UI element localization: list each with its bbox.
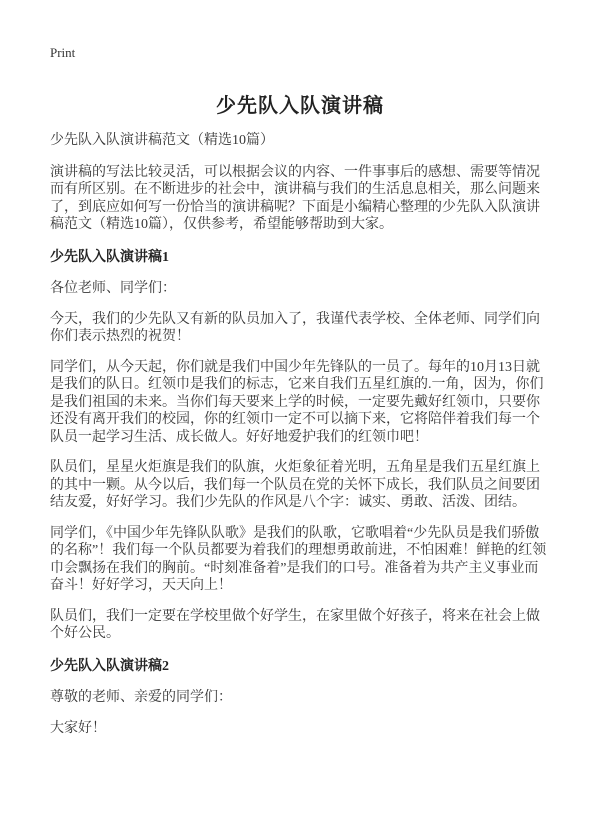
paragraph: 大家好！ [50,720,106,736]
paragraph: 同学们，《中国少年先锋队队歌》是我们的队歌，它歌唱着“少先队员是我们骄傲的名称”！我们每一个队员都要为着我们的理想勇敢前进，不怕困难！鲜艳的红领巾会飘扬在我们的胸前。“时刻准备着”是我们的口号。准备着为共产主义事业而奋斗！好好学习，天天向上！ [50,525,547,593]
paragraph: 尊敬的老师、亲爱的同学们： [50,690,232,705]
print-link[interactable]: Print [50,45,76,60]
intro-paragraph: 演讲稿的写法比较灵活，可以根据会议的内容、一件事事后的感想、需要等情况而有所区别。在不断进步的社会中，演讲稿与我们的生活息息相关，那么问题来了，到底应如何写一份恰当的演讲稿呢？下面是小编精心整理的少先队入队演讲稿范文（精选10篇），仅供参考，希望能够帮助到大家。 [50,164,540,232]
page-title: 少先队入队演讲稿 [216,95,384,117]
paragraph: 队员们，我们一定要在学校里做个好学生，在家里做个好孩子，将来在社会上做个好公民。 [50,608,540,641]
section-heading-2: 少先队入队演讲稿2 [50,658,169,674]
paragraph: 各位老师、同学们： [50,281,176,296]
document-subtitle: 少先队入队演讲稿范文（精选10篇） [50,133,274,148]
paragraph: 队员们，星星火炬旗是我们的队旗，火炬象征着光明，五角星是我们五星红旗上的其中一颗。从今以后，我们每一个队员在党的关怀下成长，我们队员之间要团结友爱，好好学习。我们少先队的作风是八个字：诚实、勇敢、活泼、团结。 [50,460,540,510]
section-heading-1: 少先队入队演讲稿1 [50,249,169,265]
paragraph: 同学们，从今天起，你们就是我们中国少年先锋队的一员了。每年的10月13日就是我们的队日。红领巾是我们的标志，它来自我们五星红旗的.一角，因为，你们是我们祖国的未来。当你们每天要来上学的时候，一定要先戴好红领巾，只要你还没有离开我们的校园，你的红领巾一定不可以摘下来，它将陪伴着我们每一个队员一起学习生活、成长做人。好好地爱护我们的红领巾吧！ [50,359,544,445]
paragraph: 今天，我们的少先队又有新的队员加入了，我谨代表学校、全体老师、同学们向你们表示热烈的祝贺！ [50,311,540,344]
